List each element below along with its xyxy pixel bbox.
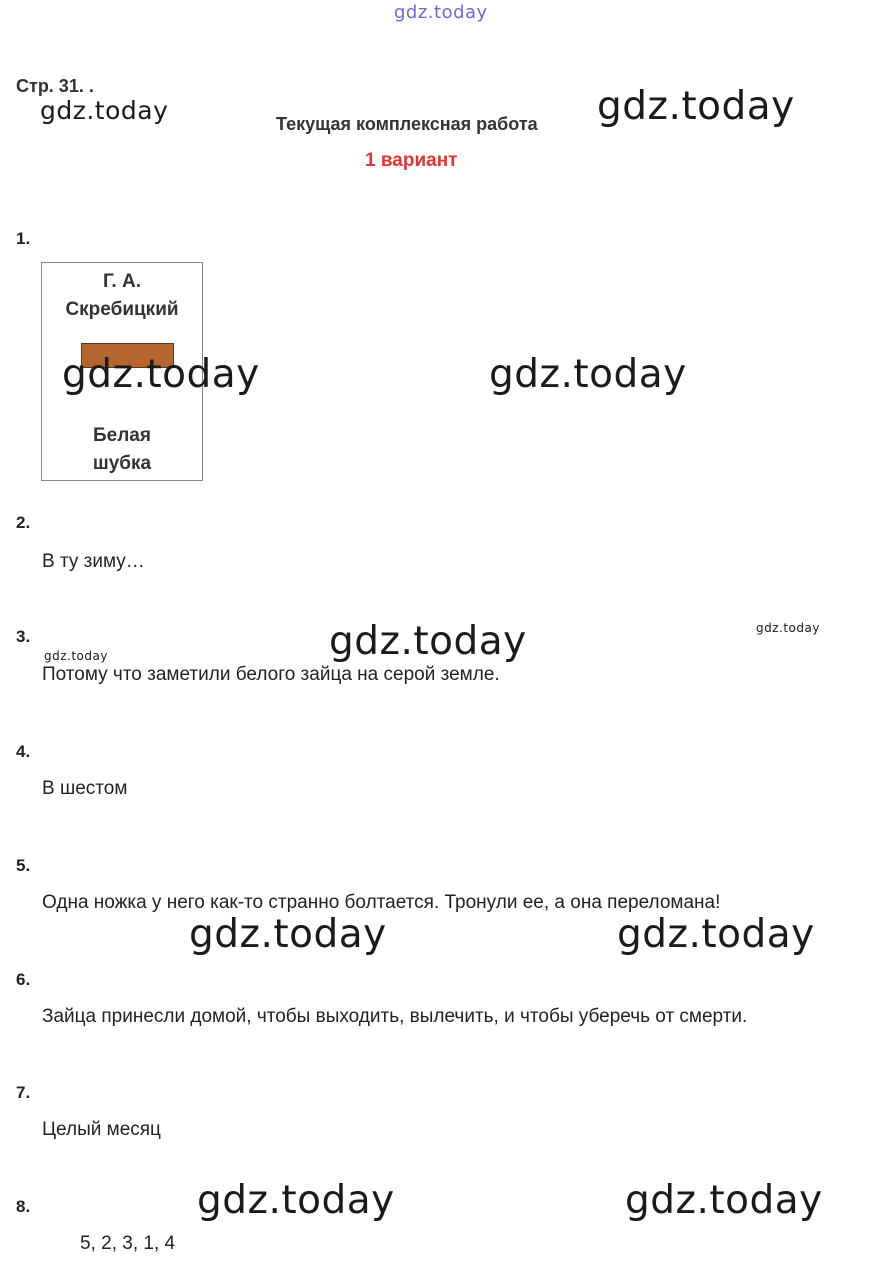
task-number: 4. xyxy=(16,742,31,761)
task-number: 7. xyxy=(16,1083,31,1102)
task-number: 5. xyxy=(16,856,31,875)
task-answer: В ту зиму… xyxy=(42,551,145,572)
watermark: gdz.today xyxy=(62,352,260,397)
book-title-line1: Белая xyxy=(93,425,151,446)
page-reference: Стр. 31. . xyxy=(16,76,94,96)
watermark: gdz.today xyxy=(329,619,527,664)
watermark: gdz.today xyxy=(489,352,687,397)
book-title-line2: шубка xyxy=(92,453,152,474)
task-answer: Одна ножка у него как-то странно болтается. Тронули ее, а она переломана! xyxy=(42,892,721,913)
task-number: 6. xyxy=(16,970,31,989)
task-answer: В шестом xyxy=(42,778,128,799)
watermark: gdz.today xyxy=(756,621,820,635)
task-number: 1. xyxy=(16,229,31,248)
watermark: gdz.today xyxy=(625,1178,823,1223)
book-author-initials: Г. А. xyxy=(103,271,141,292)
watermark: gdz.today xyxy=(189,912,387,957)
task-answer: 5, 2, 3, 1, 4 xyxy=(80,1233,176,1254)
task-answer: Зайца принесли домой, чтобы выходить, вылечить, и чтобы уберечь от смерти. xyxy=(42,1006,748,1027)
variant-label: 1 вариант xyxy=(365,150,458,171)
watermark-top: gdz.today xyxy=(394,2,488,23)
task-number: 8. xyxy=(16,1197,31,1216)
watermark: gdz.today xyxy=(597,84,795,129)
page-title: Текущая комплексная работа xyxy=(276,114,538,134)
book-author-name: Скребицкий xyxy=(65,299,179,320)
task-number: 2. xyxy=(16,513,31,532)
watermark: gdz.today xyxy=(40,96,169,125)
watermark: gdz.today xyxy=(197,1178,395,1223)
task-number: 3. xyxy=(16,627,31,646)
watermark: gdz.today xyxy=(44,649,108,663)
task-answer: Потому что заметили белого зайца на серой земле. xyxy=(42,664,500,685)
watermark: gdz.today xyxy=(617,912,815,957)
task-answer: Целый месяц xyxy=(42,1119,161,1140)
